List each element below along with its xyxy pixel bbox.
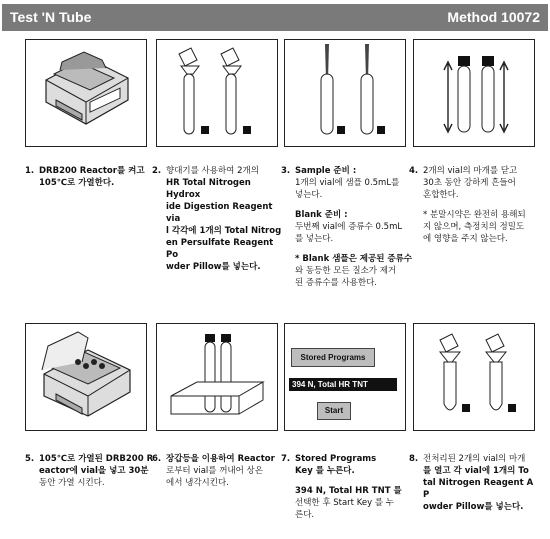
step-7-line: 선택한 후 Start Key 를 누 <box>295 498 394 508</box>
step-2-line: ide Digestion Reagent via <box>166 202 273 224</box>
reactor-with-vials-icon <box>26 324 146 430</box>
panel-reactor <box>25 39 147 147</box>
step-5-line: 105℃로 가열된 DRB200 R <box>39 454 154 464</box>
test-title: Test 'N Tube <box>10 9 92 25</box>
step-8-number: 8. <box>409 454 419 464</box>
step-2-number: 2. <box>152 166 162 176</box>
pipette-vials-icon <box>285 40 405 146</box>
step-1-line: DRB200 Reactor를 켜고 <box>39 166 145 176</box>
step-7-line: 394 N, Total HR TNT 를 <box>295 486 402 496</box>
step-2-line: en Persulfate Reagent Po <box>166 238 274 260</box>
panel-instrument-screen <box>284 323 406 431</box>
step-2-line: wder Pillow를 넣는다. <box>166 262 261 272</box>
step-4-text <box>423 165 541 245</box>
step-1-line: 105℃로 가열한다. <box>39 178 115 188</box>
step-3-line: 1개의 vial에 샘플 0.5mL를 <box>295 178 400 188</box>
step-3-line: 와 동등한 모든 질소가 제거 <box>295 266 397 276</box>
step-4-line: 에 영향을 주지 않는다. <box>423 234 508 244</box>
step-3-line: Blank 준비 : <box>295 210 348 220</box>
shake-vials-icon <box>414 40 534 146</box>
step-7-line: Stored Programs <box>295 454 377 464</box>
step-2-line: 향대기를 사용하여 2개의 <box>166 166 259 176</box>
step-5-text <box>39 453 157 489</box>
step-3-text <box>295 165 413 289</box>
step-4-line: 2개의 vial의 마개를 닫고 <box>423 166 518 176</box>
step-5-line: 동안 가열 시킨다. <box>39 478 105 488</box>
panel-funnel-vials <box>156 39 278 147</box>
step-7-text <box>295 453 413 521</box>
step-5-number: 5. <box>25 454 35 464</box>
reactor-icon <box>26 40 146 146</box>
step-4-line: 30초 동안 강하게 흔들어 <box>423 178 516 188</box>
program-selection[interactable]: 394 N, Total HR TNT <box>289 378 397 391</box>
step-3-line: 된 증류수를 사용한다. <box>295 278 378 288</box>
step-8-line: 전처리된 2개의 vial의 마개 <box>423 454 526 464</box>
step-6-line: 에서 냉각시킨다. <box>166 478 229 488</box>
step-6-number: 6. <box>152 454 162 464</box>
panel-add-reagent <box>413 323 535 431</box>
step-7-line: 른다. <box>295 510 315 520</box>
step-5-line: eactor에 vial을 넣고 30분 <box>39 466 149 476</box>
step-7-number: 7. <box>281 454 291 464</box>
funnel-vials-icon <box>157 40 277 146</box>
panel-pipette-vials <box>284 39 406 147</box>
step-8-line: 를 열고 각 vial에 1개의 To <box>423 466 529 476</box>
step-4-line: 혼합한다. <box>423 190 459 200</box>
step-4-number: 4. <box>409 166 419 176</box>
start-button[interactable]: Start <box>317 402 351 420</box>
funnel-vials-icon <box>414 324 534 430</box>
step-4-line: 지 않으며, 측정치의 정밀도 <box>423 222 525 232</box>
step-8-line: tal Nitrogen Reagent A P <box>423 478 534 500</box>
vial-rack-icon <box>157 324 277 430</box>
method-number: Method 10072 <box>447 9 540 25</box>
panel-cooling-rack <box>156 323 278 431</box>
panel-shake-vials <box>413 39 535 147</box>
step-4-line: * 분말시약은 완전히 용해되 <box>423 210 526 220</box>
step-7-line: Key 를 누른다. <box>295 466 355 476</box>
step-3-line: 를 넣는다. <box>295 234 334 244</box>
step-2-line: HR Total Nitrogen Hydrox <box>166 178 251 200</box>
step-2-text <box>166 165 284 273</box>
panel-reactor-vials <box>25 323 147 431</box>
step-2-line: l 각각에 1개의 Total Nitrog <box>166 226 282 236</box>
step-6-text <box>166 453 284 489</box>
step-3-line: 넣는다. <box>295 190 323 200</box>
step-3-line: 두번째 vial에 증류수 0.5mL <box>295 222 403 232</box>
step-3-line: * Blank 샘플은 제공된 증류수 <box>295 254 413 264</box>
step-6-line: 장갑등을 이용하여 Reactor <box>166 454 275 464</box>
step-3-line: Sample 준비 : <box>295 166 357 176</box>
step-3-number: 3. <box>281 166 291 176</box>
step-8-line: owder Pillow를 넣는다. <box>423 502 524 512</box>
step-6-line: 로부터 vial를 꺼내어 상온 <box>166 466 263 476</box>
step-8-text <box>423 453 541 513</box>
step-1-text <box>39 165 157 189</box>
stored-programs-button[interactable]: Stored Programs <box>291 348 375 367</box>
header-bar <box>2 4 548 31</box>
step-1-number: 1. <box>25 166 35 176</box>
